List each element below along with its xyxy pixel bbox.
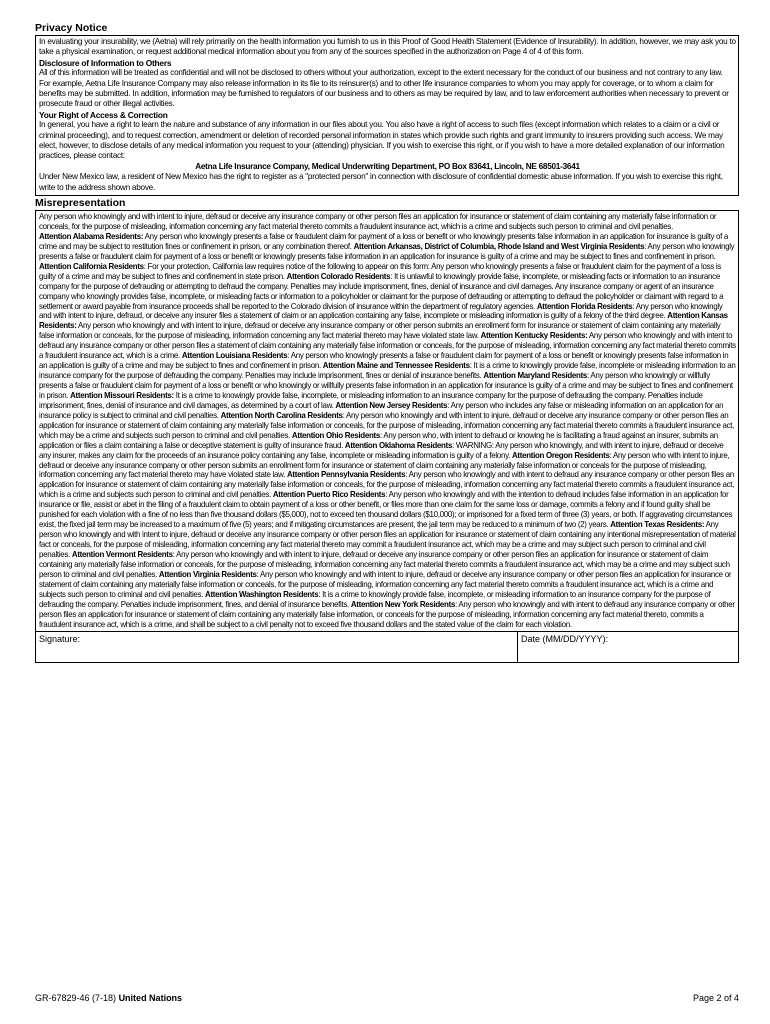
state-notice-text: : It is unlawful to knowingly provide false, incomplete, or misleading facts or information to an insurance company for the purpose of defrauding or attempting to defraud the company. Penalties may include imprisonment, fines, denial of insurance and civil damages. Any insurance company or agent of an insurance company who knowingly provides false, incomplete, or misleading facts or information to a policyholder or claimant for the purpose of defrauding or attempting to defraud the policyholder or claimant with regard to a settlement or award payable from insurance proceeds shall be reported to the Colorado division of insurance within the department of regulatory agencies. xyxy=(39,271,724,311)
state-notice-text: Any person who knowingly and with intent to defraud any insurance company or other person files a statement of claim containing any materially false information or conceals, for the purpose of misleading, information concerning any fact material thereto commits a fraudulent insurance act, which is a crime. xyxy=(39,331,736,361)
state-notice-label: Attention Maine and Tennessee Residents xyxy=(322,361,470,371)
general-fraud-warning: Any person who knowingly and with intent to injure, defraud or deceive any insurance company or other person files an application for insurance or statement of claim containing any materially false information or conceals, for the purpose of misleading, information concerning any fact material thereto commits a fraudulent insurance act, which is a crime and subjects such person to criminal and civil penalties. xyxy=(39,212,717,232)
document-page xyxy=(35,22,739,663)
state-notice-label: Attention Alabama Residents: xyxy=(39,231,144,241)
state-notice-label: Attention North Carolina Residents xyxy=(220,410,343,420)
state-notice-label: Attention New Jersey Residents xyxy=(335,400,448,410)
state-notice-text: : Any person who includes any false or misleading information on an application for an insurance policy is subject to criminal and civil penalties. xyxy=(39,400,724,420)
privacy-notice-title: Privacy Notice xyxy=(35,22,108,34)
access-correction-heading: Your Right of Access & Correction xyxy=(39,109,168,120)
state-notice-label: Attention Virginia Residents xyxy=(158,569,257,579)
state-notice-label: Attention Arkansas, District of Columbia, Rhode Island and West Virginia Residents xyxy=(353,241,645,251)
state-notice-text: : Any person who knowingly and with intent to injure, defraud or deceive any insurance company or other person files an application for insurance or statement of claim containing any materially false information or conceals, for the purpose of misleading, information concerning any fact material thereto commits a fraudulent insurance act, which may be a crime and may subject such person to criminal and civil penalties. xyxy=(39,549,730,579)
disclosure-text: All of this information will be treated as confidential and will not be disclosed to others without your authorization, except to the extent necessary for the conduct of our business and not contrary to any law. For example, Aetna Life Insurance Company may also release information in its file to its reinsurer(s) and to other life insurance companies to whom you may apply for coverage, or to whom a claim for benefits may be submitted. In addition, information may be furnished to regulators of our business and to others as may be required by law, and to law enforcement authorities when necessary to prevent or prosecute fraud or other illegal activities. xyxy=(39,68,729,109)
state-notice-text: : Any person who knowingly or willfully presents a false or fraudulent claim for payment of a loss or benefit or who knowingly or willfully presents false information in an application for insurance is guilty of a crime and may be subject to fines and confinement in prison. xyxy=(39,371,733,400)
privacy-notice-box xyxy=(35,35,739,196)
state-notice-text: : Any person who knowingly presents a false or fraudulent claim for payment of a loss or benefit or knowingly presents false information in an application is guilty of a crime and may be subject to fines and confinement in prison. xyxy=(39,351,729,371)
misrepresentation-section xyxy=(35,210,739,632)
page-number: Page 2 of 4 xyxy=(692,993,739,1003)
state-notice-label: Attention Ohio Residents xyxy=(291,430,380,440)
state-notice-text: : For your protection, California law requires notice of the following to appear on this form: Any person who knowingly presents a false or fraudulent claim for the payment of a loss is guilty of a crime and may be subject to fines and confinement in state prison. xyxy=(39,261,721,281)
state-notice-text: : Any person who knowingly presents a false or fraudulent claim for payment of a loss or benefit or knowingly presents false information in an application for insurance is guilty of a crime and may be subject to fines and confinement in prison. xyxy=(39,241,735,261)
state-notice-text: : Any person who knowingly and with intent to defraud any insurance company or other person files an application for insurance or statement of claim containing any materially false information or conceals, for the purpose of misleading, information concerning any fact material thereto commits a fraudulent insurance act, which is a crime and subjects such person to criminal and civil penalties. xyxy=(39,470,735,500)
state-notice-label: Attention Missouri Residents: xyxy=(70,390,174,400)
state-notice-label: Attention Pennsylvania Residents xyxy=(286,470,406,480)
signature-field[interactable] xyxy=(36,632,518,662)
state-notice-label: Attention California Residents xyxy=(39,261,144,271)
state-notice-label: Attention Maryland Residents xyxy=(483,371,588,381)
date-label: Date (MM/DD/YYYY): xyxy=(521,634,609,645)
state-notice-label: Attention Oregon Residents xyxy=(511,450,610,460)
state-notice-label: Attention Puerto Rico Residents xyxy=(272,490,386,500)
state-notice-label: Attention Louisiana Residents xyxy=(181,351,288,361)
state-notice-text: : Any person who with intent to injure, defraud or deceive any insurance company or other person submits an enrollment form for insurance or statement of claim containing any materially false information or conceals for the purpose of misleading, information concerning any fact material thereto may have violated state law. xyxy=(39,450,730,480)
state-notice-text: : WARNING: Any person who knowingly, and with intent to injure, defraud or deceive any insurer, makes any claim for the proceeds of an insurance policy containing any false, incomplete or misleading information is guilty of a felony. xyxy=(39,440,724,460)
state-notice-text: : Any person who knowingly and with intent to defraud any insurance company or other person files an application for insurance or statement of claim containing any materially false information, or conceals for the purpose of misleading, information concerning any fact material thereto, commits a fraudulent insurance act, which is a crime, and shall be subject to a civil penalty not to exceed five thousand dollars and the stated value of the claim for each violation. xyxy=(39,599,735,629)
state-notice-text: Any person who knowingly and with intent to injure, defraud or deceive any insurance company or other person submits an enrollment form for insurance or statement of claim containing any materially false information or conceals, for the purpose of misleading, information concerning any fact material thereto may have violated state law. xyxy=(39,321,721,341)
signature-row xyxy=(35,632,739,663)
state-notice-label: Attention Colorado Residents xyxy=(286,271,391,281)
misrepresentation-box xyxy=(35,210,739,632)
state-notice-label: Attention Oklahoma Residents xyxy=(344,440,453,450)
state-notice-text: : Any person who knowingly and with intent to injure, defraud, or deceive any insurer files a statement of claim or an application containing any false, incomplete or misleading information is guilty of a felony of the third degree. xyxy=(39,301,723,321)
state-notice-label: Attention Washington Residents xyxy=(205,589,319,599)
state-notice-text: It is a crime to knowingly provide false, incomplete, or misleading information to an insurance company for the purpose of defrauding the company. Penalties include imprisonment, fines, denial of insurance and civil damages, as determined by a court of law. xyxy=(39,390,703,410)
state-notice-text: Any person who knowingly and with intent to injure, defraud or deceive any insurance company or other person files an application for insurance or statement of claim containing any intentional misrepresentation of material fact or conceals, for the purpose of misleading, information concerning any fact material thereto may commit a fraudulent insurance act, which may be a crime and may subject such person to criminal and civil penalties. xyxy=(39,520,736,559)
company-name: United Nations xyxy=(118,993,183,1003)
new-mexico-notice: Under New Mexico law, a resident of New Mexico has the right to register as a "protected person" in connection with disclosure of confidential domestic abuse information. If you wish to exercise this right, write to the address shown above. xyxy=(39,172,723,192)
state-notice-text: : It is a crime to knowingly provide false, incomplete, or misleading information to an insurance company for the purpose of defrauding the company. Penalties include imprisonment, fines, and denial of insurance benefits. xyxy=(39,589,711,609)
form-id xyxy=(35,993,182,1003)
state-notice-text: : It is a crime to knowingly provide false, incomplete or misleading information to an insurance company for the purpose of defrauding the company. Penalties may include imprisonment, fines or denial of insurance benefits. xyxy=(39,361,736,381)
state-notice-text: Any person who knowingly presents a false or fraudulent claim for payment of a loss or benefit or who knowingly presents false information in an application for insurance is guilty of a crime and may be subject to restitution fines or confinement in prison, or any combination thereof. xyxy=(39,231,729,251)
misrepresentation-title: Misrepresentation xyxy=(35,197,126,210)
state-notice-label: Attention New York Residents xyxy=(350,599,456,609)
privacy-intro: In evaluating your insurability, we (Aetna) will rely primarily on the health information you furnish to us in this Proof of Good Health Statement (Evidence of Insurability). In addition, however, we may ask you to take a physical examination, or request additional medical information about you from any of the sources specified in the authorization on Page 4 of 4 of this form. xyxy=(39,37,736,57)
page-footer xyxy=(35,993,739,1003)
state-notice-label: Attention Florida Residents xyxy=(536,301,633,311)
form-code: GR-67829-46 (7-18) xyxy=(35,993,117,1003)
state-notice-text: : Any person who knowingly and with the intention to defraud includes false information in an application for insurance or file, assist or abet in the filing of a fraudulent claim to obtain payment of a loss or other benefit, or files more than one claim for the same loss or damage, commits a felony and if found guilty shall be punished for each violation with a fine of no less than five thousand dollars ($5,000), not to exceed ten thousand dollars ($10,000); or imprisoned for a fixed term of three (3) years, or both. If aggravating circumstances exist, the fixed jail term may be increased to a maximum of five (5) years; and if mitigating circumstances are present, the jail term may be reduced to a minimum of two (2) years. xyxy=(39,490,733,530)
state-notice-text: : Any person who, with intent to defraud or knowing he is facilitating a fraud against an insurer, submits an application or files a claim containing a false or deceptive statement is guilty of insurance fraud. xyxy=(39,430,718,450)
state-notice-text: : Any person who knowingly and with intent to injure, defraud or deceive any insurance company or other person files an application for insurance or statement of claim containing any materially false information or conceals, for the purpose of misleading, information concerning any fact material thereto commits a fraudulent insurance act, which is a crime and subjects such person to criminal and civil penalties. xyxy=(39,569,732,599)
state-notice-label: Attention Kentucky Residents: xyxy=(480,331,588,341)
contact-address: Aetna Life Insurance Company, Medical Underwriting Department, PO Box 83641, Lincoln, NE 68501-3641 xyxy=(195,161,580,171)
state-notice-label: Attention Vermont Residents xyxy=(71,549,173,559)
misrepresentation-text xyxy=(39,212,736,629)
state-notice-label: Attention Kansas Residents: xyxy=(39,311,728,331)
disclosure-heading: Disclosure of Information to Others xyxy=(39,57,172,68)
signature-label: Signature: xyxy=(39,634,81,645)
state-notice-label: Attention Texas Residents: xyxy=(610,520,705,530)
access-correction-text: In general, you have a right to learn the nature and substance of any information in our files about you. You also have a right of access to such files (except information which relates to a claim or a civil or criminal proceeding), and to request correction, amendment or deletion of recorded personal information in states which provide such rights and grant immunity to insurers providing such access. We may elect, however, to disclose details of any medical information you request to your (attending) physician. If you wish to exercise this right, or if you wish to have a more detailed explanation of our information practices, please contact: xyxy=(39,120,725,161)
date-field[interactable] xyxy=(518,632,738,662)
state-notice-text: : Any person who knowingly and with intent to injure, defraud or deceive any insurance company or other person files an application for insurance or statement of claim containing any materially false information or conceals, for the purpose of misleading, information concerning any fact material thereto commits a fraudulent insurance act, which may be a crime and subjects such person to criminal and civil penalties. xyxy=(39,410,735,440)
